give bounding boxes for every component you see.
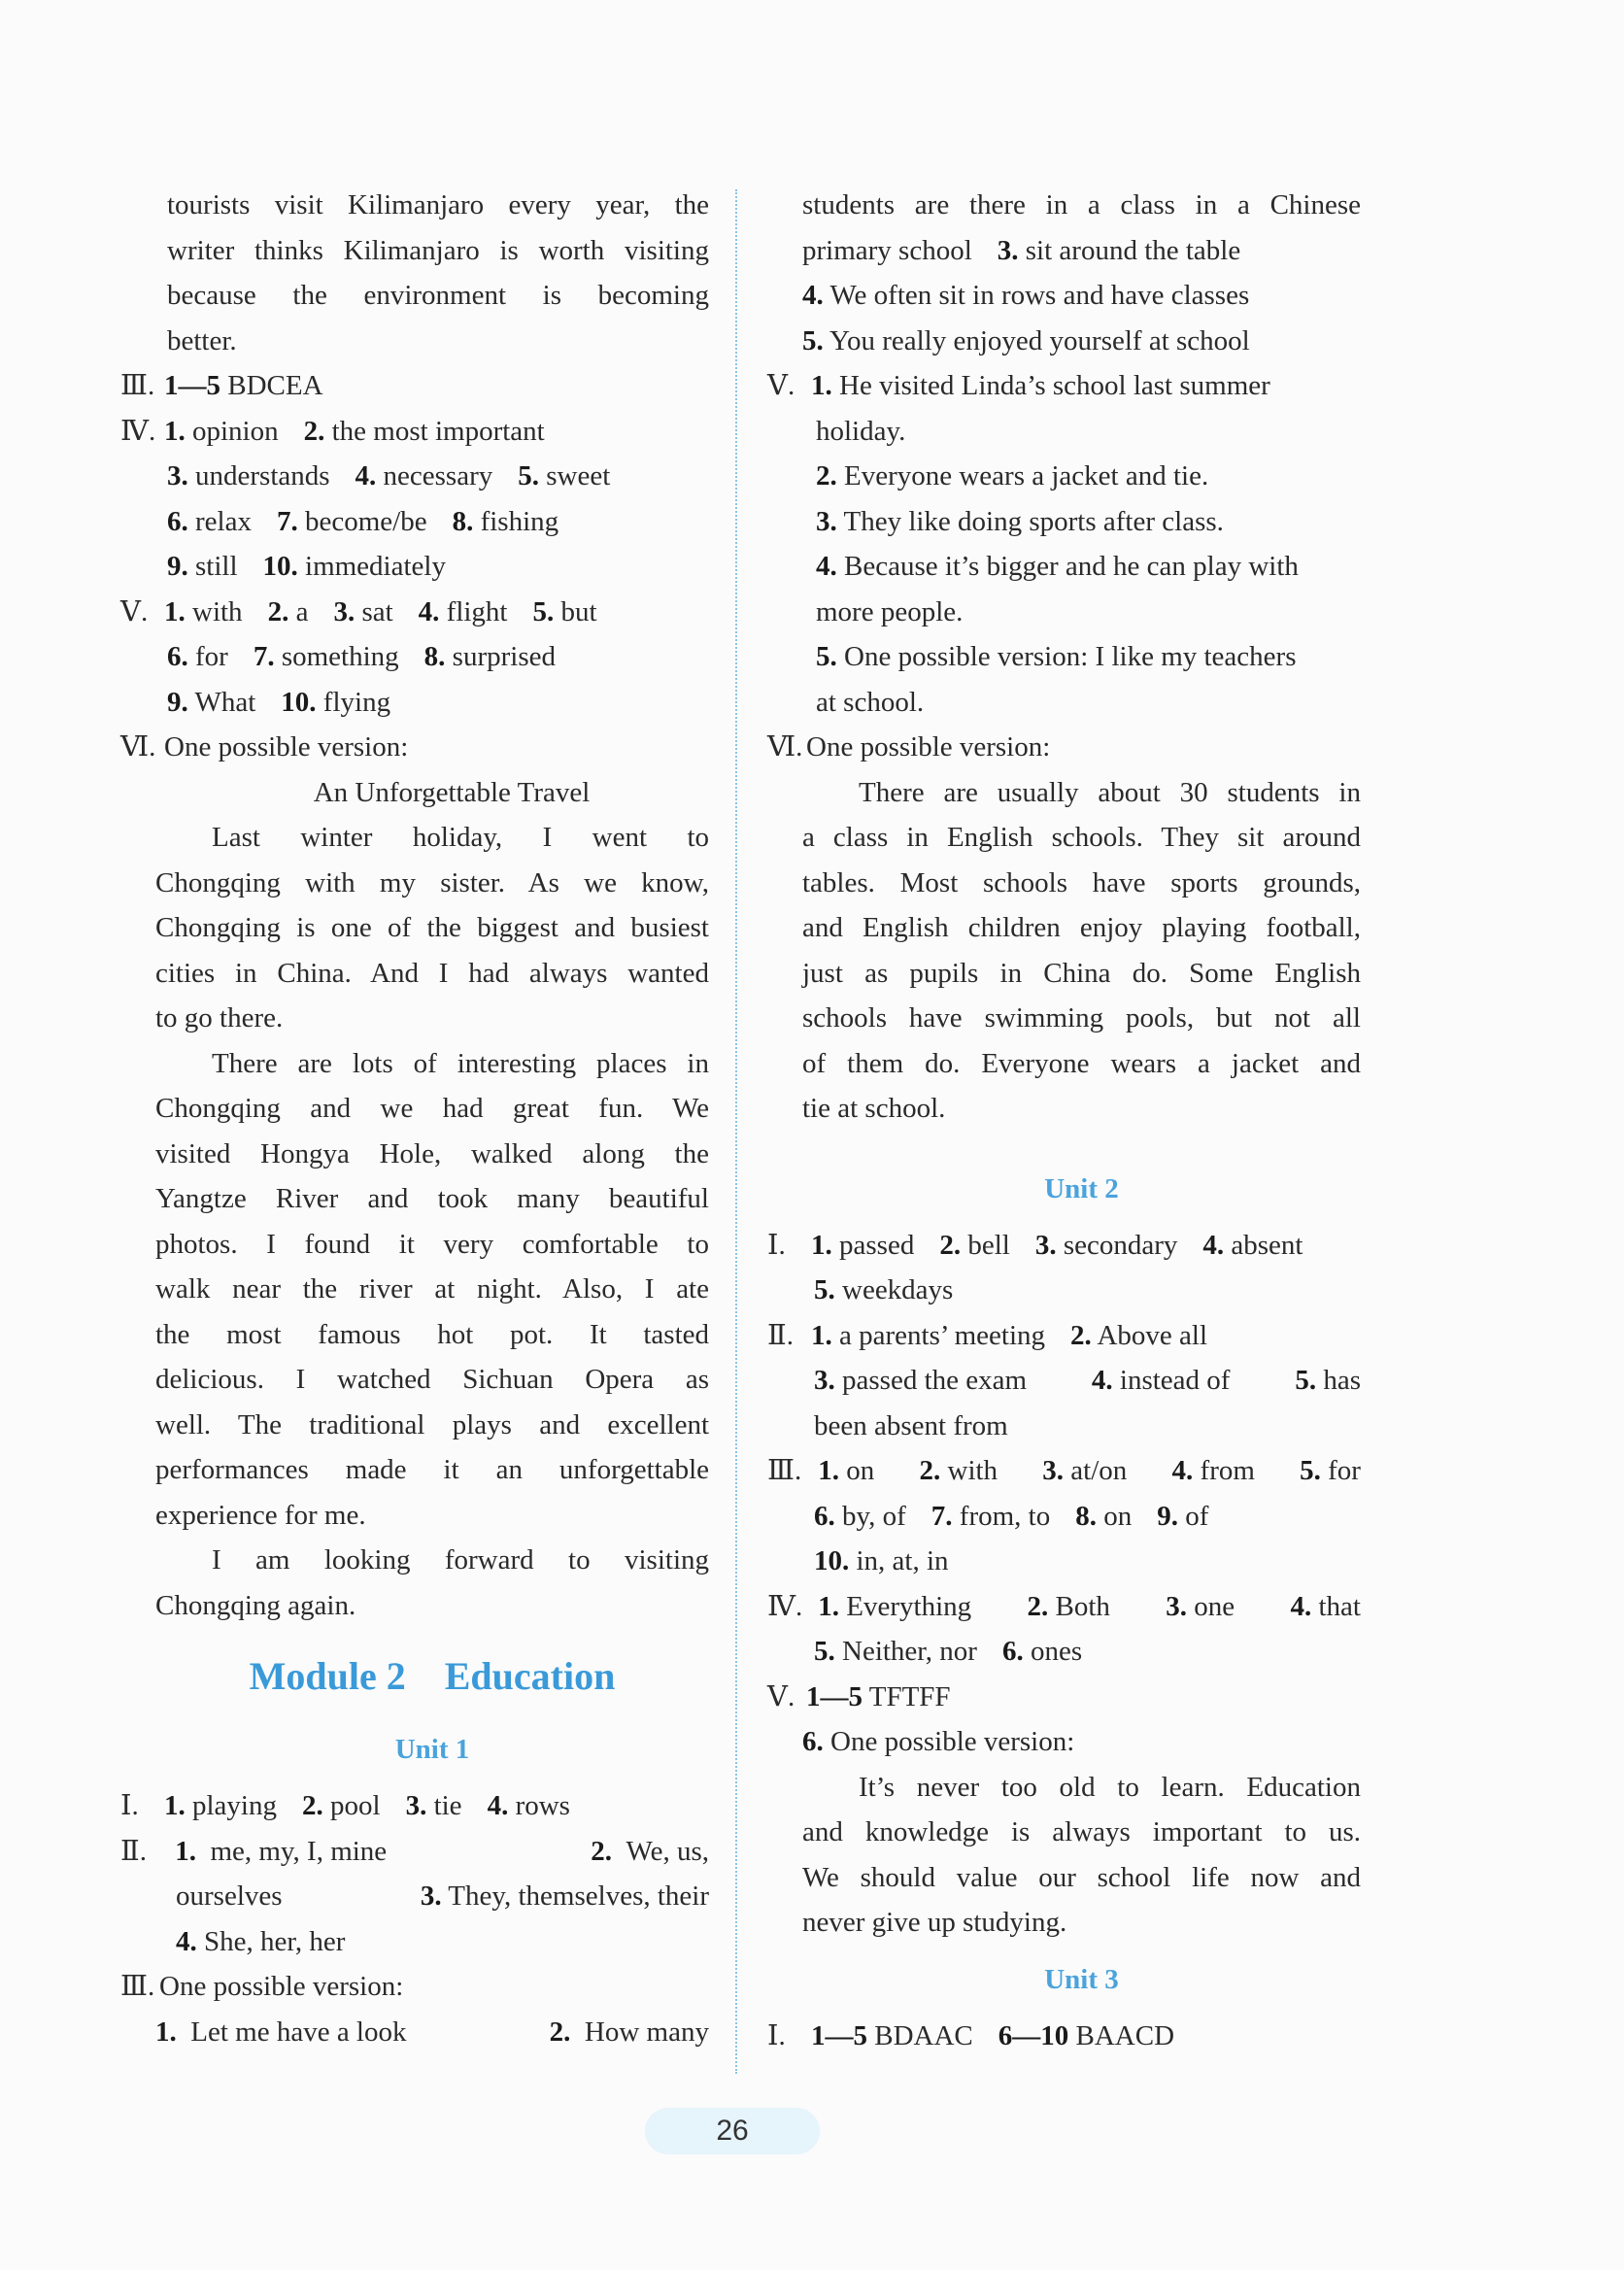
roman-numeral: Ⅲ.: [120, 370, 155, 401]
essay-line: Chongqing with my sister. As we know,: [155, 866, 709, 898]
answer-line: 3. passed the exam 4. instead of 5. has: [814, 1365, 1361, 1396]
answer-line: primary school 3. sit around the table: [802, 234, 1241, 266]
essay-line: performances made it an unforgettable: [155, 1454, 709, 1485]
section-iii: Ⅲ. 1. on 2. with 3. at/on 4. from 5. for: [767, 1448, 1361, 1494]
answer-line: 2. Everyone wears a jacket and tie.: [816, 460, 1209, 491]
roman-numeral: Ⅰ.: [767, 2019, 786, 2051]
answer-line: 3. understands 4. necessary 5. sweet: [167, 460, 611, 491]
answer-line: 6. for 7. something 8. surprised: [167, 641, 556, 672]
essay-line: the most famous hot pot. It tasted: [155, 1318, 709, 1350]
essay-line: We should value our school life now and: [802, 1861, 1361, 1893]
answer-line: 3. They like doing sports after class.: [816, 505, 1224, 537]
text-line: writer thinks Kilimanjaro is worth visiting: [167, 234, 709, 266]
answer-line: 6. by, of 7. from, to 8. on 9. of: [814, 1500, 1209, 1532]
column-divider: [735, 189, 737, 2074]
section-v: Ⅴ. 1—5 TFTFF: [767, 1675, 1361, 1720]
essay-line: It’s never too old to learn. Education: [859, 1771, 1361, 1803]
answer-line: ourselves 3. They, themselves, their: [176, 1880, 709, 1912]
text-line: better.: [167, 324, 237, 356]
answer-line: 6. One possible version:: [802, 1726, 1075, 1757]
essay-line: to go there.: [155, 1002, 284, 1033]
roman-numeral: Ⅴ.: [120, 595, 149, 627]
essay-line: cities in China. And I had always wanted: [155, 957, 709, 989]
essay-line: photos. I found it very comfortable to: [155, 1228, 709, 1260]
roman-numeral: Ⅴ.: [767, 370, 795, 401]
section-iv: Ⅳ. 1. opinion 2. the most important: [120, 409, 709, 455]
unit-title: Unit 1: [394, 1734, 470, 1765]
essay-line: experience for me.: [155, 1499, 366, 1531]
essay-line: of them do. Everyone wears a jacket and: [802, 1047, 1361, 1079]
roman-numeral: Ⅱ.: [767, 1319, 794, 1351]
section-i: Ⅰ. 1. playing 2. pool 3. tie 4. rows: [120, 1783, 709, 1829]
essay-line: Chongqing again.: [155, 1589, 356, 1621]
answer-line: 9. still 10. immediately: [167, 551, 446, 582]
answer-line: 9. What 10. flying: [167, 686, 391, 718]
essay-line: Chongqing is one of the biggest and busiest: [155, 912, 709, 943]
section-ii: Ⅱ. 1. a parents’ meeting 2. Above all: [767, 1313, 1361, 1359]
section-v: Ⅴ. 1. with 2. a 3. sat 4. flight 5. but: [120, 590, 709, 635]
answer-line: 4. She, her, her: [176, 1925, 346, 1957]
answer-line: 10. in, at, in: [814, 1545, 949, 1576]
section-v: Ⅴ. 1. He visited Linda’s school last summer: [767, 363, 1361, 409]
text-line: students are there in a class in a Chinese: [802, 189, 1361, 220]
answer-line: holiday.: [816, 415, 906, 447]
section-iv: Ⅳ. 1. Everything 2. Both 3. one 4. that: [767, 1584, 1361, 1630]
answer-line: 5. Neither, nor 6. ones: [814, 1636, 1083, 1667]
module-title: Module 2 Education: [249, 1654, 616, 1698]
answer-line: 1. Let me have a look 2. How many: [155, 2016, 709, 2048]
essay-line: walk near the river at night. Also, I ate: [155, 1273, 709, 1304]
roman-numeral: Ⅳ.: [767, 1590, 803, 1622]
essay-line: just as pupils in China do. Some English: [802, 957, 1361, 989]
answer-line: 5. weekdays: [814, 1274, 954, 1305]
answer-line: more people.: [816, 595, 964, 627]
essay-line: There are lots of interesting places in: [212, 1047, 709, 1079]
roman-numeral: Ⅵ.: [120, 731, 156, 762]
answer-line: been absent from: [814, 1409, 1008, 1441]
section-ii: Ⅱ. 1. me, my, I, mine 2. We, us,: [120, 1829, 709, 1875]
roman-numeral: Ⅳ.: [120, 415, 156, 447]
essay-line: I am looking forward to visiting: [212, 1544, 709, 1575]
section-iii: Ⅲ. One possible version:: [120, 1964, 709, 2010]
essay-line: a class in English schools. They sit around: [802, 822, 1361, 853]
answer-line: 5. You really enjoyed yourself at school: [802, 324, 1250, 356]
essay-line: schools have swimming pools, but not all: [802, 1002, 1361, 1033]
answer-line: 4. Because it’s bigger and he can play with: [816, 551, 1299, 582]
text-line: because the environment is becoming: [167, 280, 709, 311]
section-vi: Ⅵ. One possible version:: [120, 725, 709, 770]
essay-line: delicious. I watched Sichuan Opera as: [155, 1364, 709, 1395]
essay-line: Yangtze River and took many beautiful: [155, 1183, 709, 1214]
answer-line: 6. relax 7. become/be 8. fishing: [167, 505, 559, 537]
essay-line: Chongqing and we had great fun. We: [155, 1093, 709, 1124]
essay-line: There are usually about 30 students in: [859, 776, 1361, 808]
roman-numeral: Ⅲ.: [120, 1971, 155, 2002]
page-number: 26: [645, 2108, 820, 2154]
essay-line: tables. Most schools have sports grounds,: [802, 866, 1361, 898]
section-i: Ⅰ. 1—5 BDAAC 6—10 BAACD: [767, 2014, 1361, 2059]
essay-line: well. The traditional plays and excellent: [155, 1408, 709, 1440]
roman-numeral: Ⅱ.: [120, 1835, 147, 1867]
roman-numeral: Ⅴ.: [767, 1680, 795, 1712]
essay-title: An Unforgettable Travel: [313, 776, 591, 808]
left-column: [120, 183, 709, 2054]
answer-line: at school.: [816, 686, 925, 718]
right-column: [767, 183, 1361, 2058]
answer-line: 5. One possible version: I like my teachers: [816, 641, 1297, 672]
essay-line: visited Hongya Hole, walked along the: [155, 1137, 709, 1169]
roman-numeral: Ⅰ.: [767, 1229, 786, 1261]
answer-line: 4. We often sit in rows and have classes: [802, 280, 1250, 311]
text-line: tourists visit Kilimanjaro every year, the: [167, 189, 709, 220]
roman-numeral: Ⅰ.: [120, 1790, 139, 1821]
section-vi: Ⅵ. One possible version:: [767, 725, 1361, 770]
essay-line: Last winter holiday, I went to: [212, 822, 709, 853]
essay-line: tie at school.: [802, 1093, 946, 1124]
section-iii: Ⅲ. 1—5 BDCEA: [120, 363, 709, 409]
roman-numeral: Ⅵ.: [767, 731, 803, 762]
essay-line: and English children enjoy playing football,: [802, 912, 1361, 943]
essay-line: and knowledge is always important to us.: [802, 1816, 1361, 1847]
essay-line: never give up studying.: [802, 1907, 1067, 1938]
section-i: Ⅰ. 1. passed 2. bell 3. secondary 4. absent: [767, 1223, 1361, 1269]
unit-title: Unit 2: [1044, 1172, 1119, 1204]
roman-numeral: Ⅲ.: [767, 1455, 802, 1486]
unit-title: Unit 3: [1044, 1963, 1119, 1995]
